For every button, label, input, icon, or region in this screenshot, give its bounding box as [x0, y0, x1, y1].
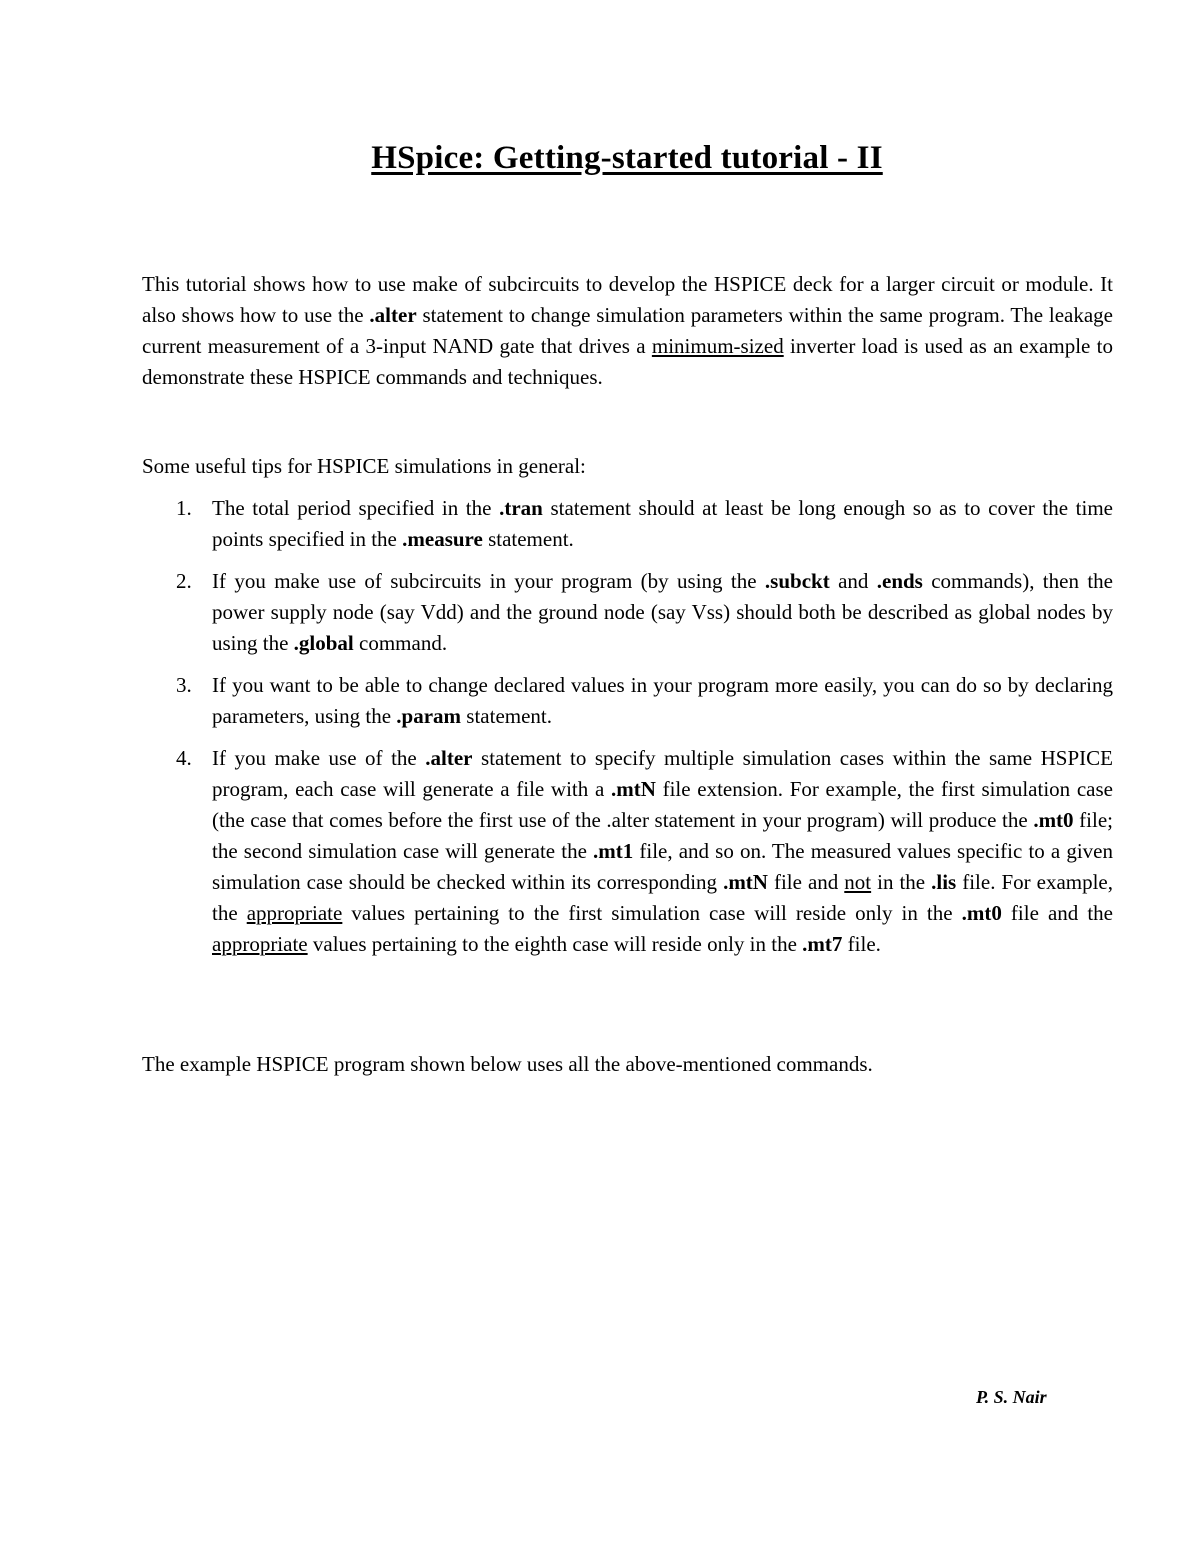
author-signature: P. S. Nair — [976, 1387, 1047, 1407]
alter-keyword: .alter — [369, 303, 417, 327]
list-item-number: 2. — [176, 569, 192, 593]
outro-paragraph: The example HSPICE program shown below uses all the above-mentioned commands. — [142, 1052, 873, 1076]
ends-keyword: .ends — [876, 569, 923, 593]
tips-list — [142, 493, 1113, 971]
mt1-keyword: .mt1 — [593, 839, 634, 863]
not-emphasis: not — [844, 870, 872, 894]
appropriate-emphasis: appropriate — [212, 932, 308, 956]
tip-text: file, and so on. The measured values specific to a given simulation case should be checked within its corresponding — [212, 839, 1113, 894]
mtN-keyword: .mtN — [723, 870, 768, 894]
intro-text-3: inverter load is used as an example to demonstrate these HSPICE commands and techniques. — [142, 334, 1113, 389]
tip-text: in the — [871, 870, 932, 894]
intro-paragraph — [142, 269, 1113, 393]
tip-text: values pertaining to the first simulation case will reside only in the — [342, 901, 962, 925]
list-item — [142, 566, 1113, 659]
list-item-number: 1. — [176, 496, 192, 520]
tip-text: statement. — [461, 704, 553, 728]
list-item — [142, 743, 1113, 960]
tip-text: file extension. For example, the first simulation case (the case that comes before the first use of the .alter statement in your program) will produce the — [212, 777, 1113, 832]
tran-keyword: .tran — [499, 496, 543, 520]
mt0-keyword: .mt0 — [1033, 808, 1074, 832]
tip-text: file. — [842, 932, 881, 956]
tip-text: file and the — [1001, 901, 1114, 925]
appropriate-emphasis: appropriate — [246, 901, 343, 925]
intro-text-1: This tutorial shows how to use make of subcircuits to develop the HSPICE deck for a larger circuit or module. It also shows how to use the — [142, 272, 1113, 327]
page-title: HSpice: Getting-started tutorial - II — [371, 140, 883, 176]
tip-text: and — [829, 569, 877, 593]
list-item — [142, 493, 1113, 555]
tip-text: statement to specify multiple simulation cases within the same HSPICE program, each case will generate a file with a — [212, 746, 1113, 801]
mt0-keyword: .mt0 — [961, 901, 1002, 925]
minimum-sized-term: minimum-sized — [651, 334, 784, 358]
tip-text: If you want to be able to change declared values in your program more easily, you can do so by declaring parameters, using the — [212, 673, 1113, 728]
tip-text: The total period specified in the — [212, 496, 500, 520]
param-keyword: .param — [396, 704, 462, 728]
tip-text: statement should at least be long enough so as to cover the time points specified in the — [212, 496, 1113, 551]
tip-text: values pertaining to the eighth case will reside only in the — [307, 932, 803, 956]
tips-lead: Some useful tips for HSPICE simulations in general: — [142, 454, 586, 478]
intro-text-2: statement to change simulation parameters within the same program. The leakage current measurement of a 3-input NAND gate that drives a — [142, 303, 1113, 358]
global-keyword: .global — [293, 631, 354, 655]
subckt-keyword: .subckt — [764, 569, 830, 593]
tip-text: commands), then the power supply node (say Vdd) and the ground node (say Vss) should both be described as global nodes by using the — [212, 569, 1113, 655]
mtN-keyword: .mtN — [610, 777, 656, 801]
tip-text: If you make use of subcircuits in your program (by using the — [212, 569, 765, 593]
measure-keyword: .measure — [402, 527, 483, 551]
list-item-number: 4. — [176, 746, 192, 770]
tip-text: statement. — [482, 527, 574, 551]
lis-keyword: .lis — [931, 870, 957, 894]
tip-text: If you make use of the — [212, 746, 426, 770]
list-item-number: 3. — [176, 673, 192, 697]
tip-text: file and — [767, 870, 845, 894]
tip-text: file. For example, the — [212, 870, 1114, 925]
tip-text: file; the second simulation case will generate the — [212, 808, 1114, 863]
list-item — [142, 670, 1113, 732]
alter-keyword: .alter — [425, 746, 473, 770]
mt7-keyword: .mt7 — [802, 932, 843, 956]
tip-text: command. — [353, 631, 448, 655]
